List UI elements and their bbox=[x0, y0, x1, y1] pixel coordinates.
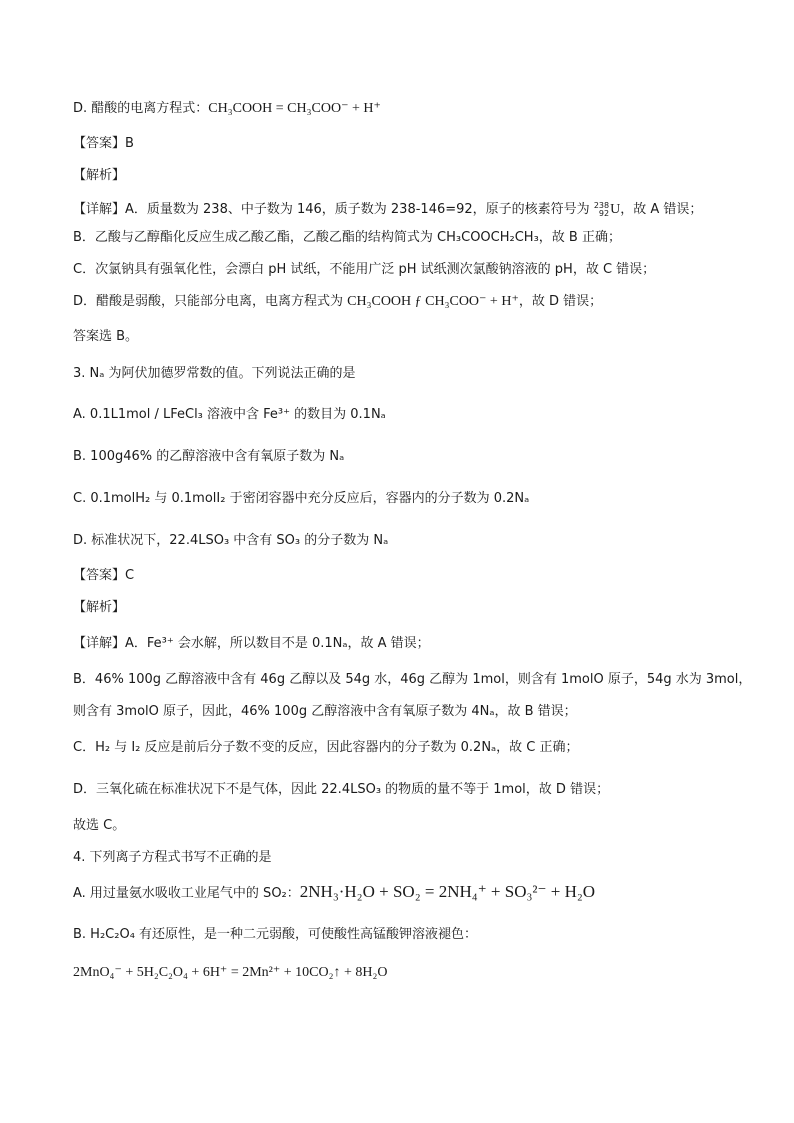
equation: CH₃COOH ƒ CH₃COO⁻ + H⁺ bbox=[347, 294, 519, 309]
question-stem: 3. Nₐ 为阿伏加德罗常数的值。下列说法正确的是 bbox=[73, 366, 356, 381]
analysis-label: 【解析】 bbox=[73, 168, 126, 183]
explanation-line: C．H₂ 与 I₂ 反应是前后分子数不变的反应，因此容器内的分子数为 0.2Nₐ，故 C 正确； bbox=[73, 740, 579, 755]
mass-number: 238 bbox=[593, 200, 610, 210]
answer-label: 【答案】C bbox=[73, 568, 135, 583]
explanation-line: C．次氯钠具有强氧化性，会漂白 pH 试纸，不能用广泛 pH 试纸测次氯酸钠溶液的 pH，故 C 错误； bbox=[73, 262, 656, 277]
atomic-number: 92 bbox=[598, 208, 610, 218]
option-a bbox=[73, 882, 595, 904]
option-text: D. 醋酸的电离方程式： bbox=[73, 101, 209, 116]
option-b: B. 100g46% 的乙醇溶液中含有氧原子数为 Nₐ bbox=[73, 449, 345, 464]
analysis-label: 【解析】 bbox=[73, 600, 126, 615]
question-stem: 4. 下列离子方程式书写不正确的是 bbox=[73, 850, 272, 865]
option-c: C. 0.1molH₂ 与 0.1molI₂ 于密闭容器中充分反应后，容器内的分子数为 0.2Nₐ bbox=[73, 491, 530, 506]
explanation-line: 【详解】A．Fe³⁺ 会水解，所以数目不是 0.1Nₐ，故 A 错误； bbox=[73, 636, 430, 651]
explanation-line bbox=[73, 200, 702, 220]
explanation-line: B．46% 100g 乙醇溶液中含有 46g 乙醇以及 54g 水，46g 乙醇为 1mol，则含有 1molO 原子，54g 水为 3mol， bbox=[73, 672, 752, 687]
option-text: A. 用过量氨水吸收工业尾气中的 SO₂： bbox=[73, 886, 300, 901]
conclusion-line: 故选 C。 bbox=[73, 818, 126, 833]
explanation-text: 【详解】A．质量数为 238、中子数为 146，质子数为 238-146=92，原子的核素符号为 bbox=[73, 202, 594, 217]
explanation-text: ，故 A 错误； bbox=[620, 202, 703, 217]
nuclide-symbol: U bbox=[610, 202, 621, 217]
conclusion-line: 答案选 B。 bbox=[73, 329, 139, 344]
explanation-line: 则含有 3molO 原子，因此，46% 100g 乙醇溶液中含有氧原子数为 4Nₐ，故 B 错误； bbox=[73, 704, 577, 719]
option-b: B. H₂C₂O₄ 有还原性，是一种二元弱酸，可使酸性高锰酸钾溶液褪色： bbox=[73, 927, 478, 942]
option-d-line bbox=[73, 99, 381, 119]
explanation-line: D．三氧化硫在标准状况下不是气体，因此 22.4LSO₃ 的物质的量不等于 1mol，故 D 错误； bbox=[73, 782, 610, 797]
explanation-text: D．醋酸是弱酸，只能部分电离，电离方程式为 bbox=[73, 294, 348, 309]
answer-label: 【答案】B bbox=[73, 136, 134, 151]
explanation-line bbox=[73, 292, 602, 312]
equation: 2NH₃·H₂O + SO₂ = 2NH₄⁺ + SO₃²⁻ + H₂O bbox=[299, 882, 596, 901]
explanation-text: ，故 D 错误； bbox=[518, 294, 603, 309]
option-d: D. 标准状况下，22.4LSO₃ 中含有 SO₃ 的分子数为 Nₐ bbox=[73, 533, 389, 548]
equation: CH₃COOH = CH₃COO⁻ + H⁺ bbox=[208, 101, 381, 116]
explanation-line: B．乙酸与乙醇酯化反应生成乙酸乙酯，乙酸乙酯的结构简式为 CH₃COOCH₂CH₃，故 B 正确； bbox=[73, 230, 621, 245]
equation: 2MnO₄⁻ + 5H₂C₂O₄ + 6H⁺ = 2Mn²⁺ + 10CO₂↑ + 8H₂O bbox=[73, 965, 388, 980]
nuclide-numbers bbox=[594, 202, 609, 218]
option-a: A. 0.1L1mol / LFeCl₃ 溶液中含 Fe³⁺ 的数目为 0.1Nₐ bbox=[73, 407, 386, 422]
